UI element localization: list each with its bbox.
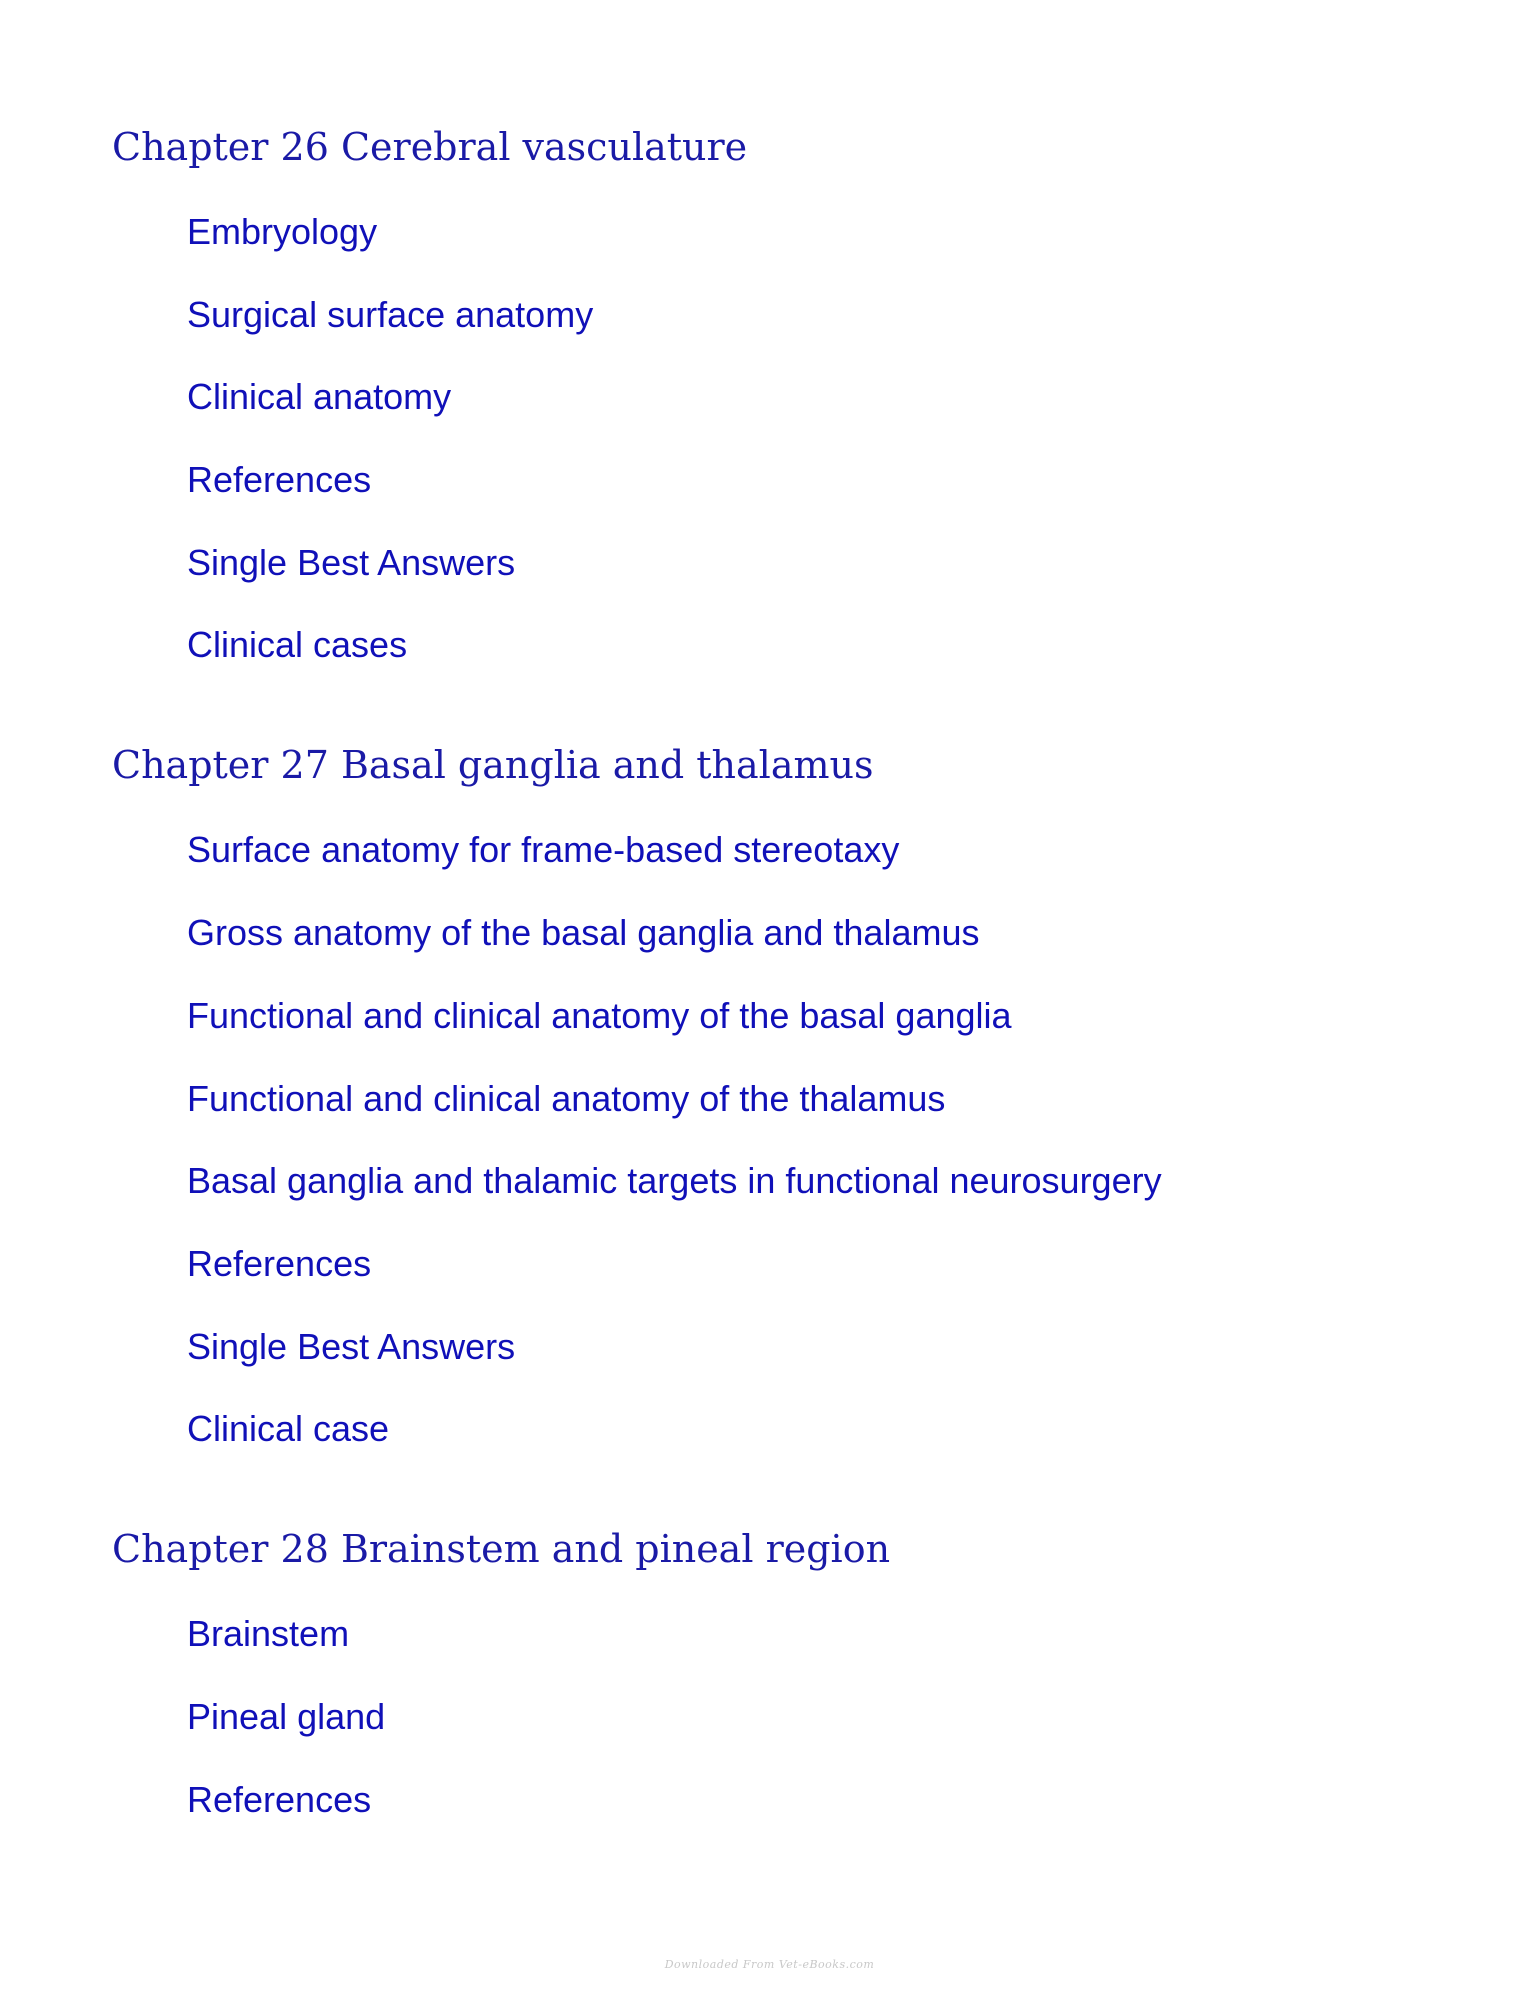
toc-link-gross-anatomy-basal-ganglia-thalamus[interactable]: Gross anatomy of the basal ganglia and thalamus	[187, 912, 980, 953]
toc-link-single-best-answers-ch27[interactable]: Single Best Answers	[187, 1326, 516, 1367]
toc-link-pineal-gland[interactable]: Pineal gland	[187, 1696, 386, 1737]
toc-link-references-ch28[interactable]: References	[187, 1779, 372, 1820]
chapter-26-heading: Chapter 26 Cerebral vasculature	[112, 125, 748, 169]
toc-link-surface-anatomy-stereotaxy[interactable]: Surface anatomy for frame-based stereotaxy	[187, 829, 900, 870]
toc-link-clinical-case[interactable]: Clinical case	[187, 1408, 390, 1449]
toc-link-references-ch26[interactable]: References	[187, 459, 372, 500]
toc-link-functional-anatomy-basal-ganglia[interactable]: Functional and clinical anatomy of the basal ganglia	[187, 995, 1012, 1036]
download-watermark: Downloaded From Vet-eBooks.com	[664, 1958, 875, 1971]
toc-link-surgical-surface-anatomy[interactable]: Surgical surface anatomy	[187, 294, 594, 335]
toc-link-brainstem[interactable]: Brainstem	[187, 1613, 350, 1654]
toc-link-functional-neurosurgery-targets[interactable]: Basal ganglia and thalamic targets in functional neurosurgery	[187, 1160, 1162, 1201]
toc-link-references-ch27[interactable]: References	[187, 1243, 372, 1284]
toc-link-clinical-anatomy[interactable]: Clinical anatomy	[187, 376, 452, 417]
chapter-27-heading: Chapter 27 Basal ganglia and thalamus	[112, 743, 874, 787]
toc-link-functional-anatomy-thalamus[interactable]: Functional and clinical anatomy of the thalamus	[187, 1078, 946, 1119]
chapter-28-heading: Chapter 28 Brainstem and pineal region	[112, 1527, 891, 1571]
toc-link-embryology[interactable]: Embryology	[187, 211, 378, 252]
toc-link-clinical-cases[interactable]: Clinical cases	[187, 624, 408, 665]
toc-link-single-best-answers-ch26[interactable]: Single Best Answers	[187, 542, 516, 583]
